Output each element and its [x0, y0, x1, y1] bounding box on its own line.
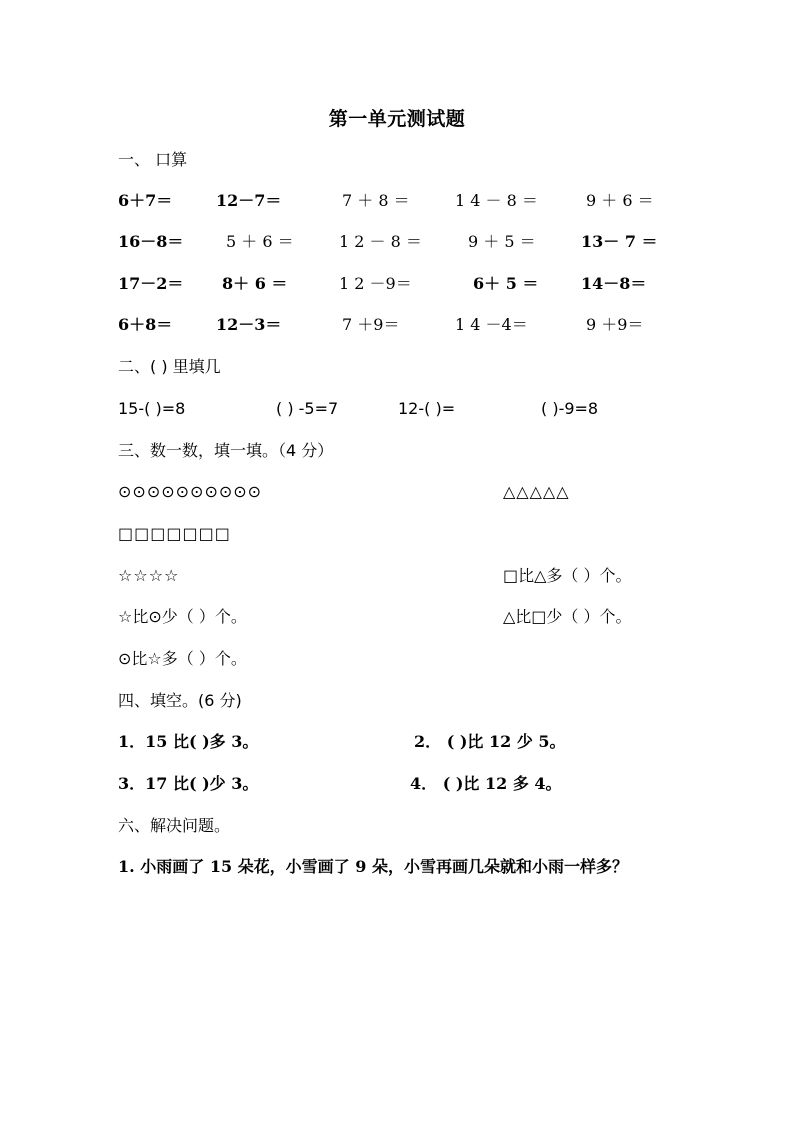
question-square-vs-triangle: □比△多（ ）个。	[503, 566, 632, 585]
fill-item: 15-( )=8	[118, 399, 186, 418]
arithmetic-item: 1 2 － 8 ＝	[339, 232, 422, 251]
arithmetic-item: 7 ＋9＝	[342, 315, 400, 334]
arithmetic-item: 12－7＝	[216, 191, 282, 210]
word-problem-1: 1. 小雨画了 15 朵花，小雪画了 9 朵，小雪再画几朵就和小雨一样多？	[118, 857, 628, 876]
triangle-symbols: △△△△△	[503, 482, 570, 501]
section-heading-oral-arithmetic: 一、 口算	[118, 150, 188, 169]
circle-symbols: ⊙⊙⊙⊙⊙⊙⊙⊙⊙⊙	[118, 482, 263, 501]
arithmetic-item: 9 ＋ 6 ＝	[586, 191, 654, 210]
question-triangle-vs-square: △比□少（ ）个。	[503, 607, 632, 626]
arithmetic-item: 5 ＋ 6 ＝	[226, 232, 294, 251]
arithmetic-item: 16－8＝	[118, 232, 184, 251]
fill-blank-question-3: 3．17 比( )少 3。	[118, 774, 259, 793]
arithmetic-item: 6＋7＝	[118, 191, 173, 210]
arithmetic-item: 7 ＋ 8 ＝	[342, 191, 410, 210]
section-heading-fill-brackets: 二、( ) 里填几	[118, 357, 221, 376]
arithmetic-item: 1 4 － 8 ＝	[455, 191, 538, 210]
star-symbols: ☆☆☆☆	[118, 566, 180, 585]
fill-item: ( )-9=8	[541, 399, 599, 418]
section-heading-problem-solving: 六、解决问题。	[118, 816, 231, 835]
question-circle-vs-star: ⊙比☆多（ ）个。	[118, 649, 247, 668]
question-star-vs-circle: ☆比⊙少（ ）个。	[118, 607, 247, 626]
section-heading-fill-blanks: 四、填空。(6 分)	[118, 691, 242, 710]
arithmetic-item: 13－ 7 ＝	[581, 232, 658, 251]
arithmetic-item: 9 ＋9＝	[586, 315, 644, 334]
arithmetic-item: 6＋ 5 ＝	[473, 274, 539, 293]
arithmetic-item: 17－2＝	[118, 274, 184, 293]
arithmetic-item: 14－8＝	[581, 274, 647, 293]
fill-item: 12-( )=	[398, 399, 456, 418]
fill-blank-question-2: 2． ( )比 12 少 5。	[414, 732, 566, 751]
page-title: 第一单元测试题	[328, 108, 466, 130]
section-heading-count: 三、数一数，填一填。（4 分）	[118, 441, 334, 460]
arithmetic-item: 1 4 －4＝	[455, 315, 528, 334]
arithmetic-item: 9 ＋ 5 ＝	[468, 232, 536, 251]
arithmetic-item: 6＋8＝	[118, 315, 173, 334]
fill-blank-question-1: 1．15 比( )多 3。	[118, 732, 259, 751]
fill-item: ( ) -5=7	[276, 399, 339, 418]
arithmetic-item: 12－3＝	[216, 315, 282, 334]
arithmetic-item: 1 2 －9＝	[339, 274, 412, 293]
square-symbols: □□□□□□□	[118, 524, 231, 543]
arithmetic-item: 8＋ 6 ＝	[222, 274, 288, 293]
fill-blank-question-4: 4． ( )比 12 多 4。	[410, 774, 562, 793]
